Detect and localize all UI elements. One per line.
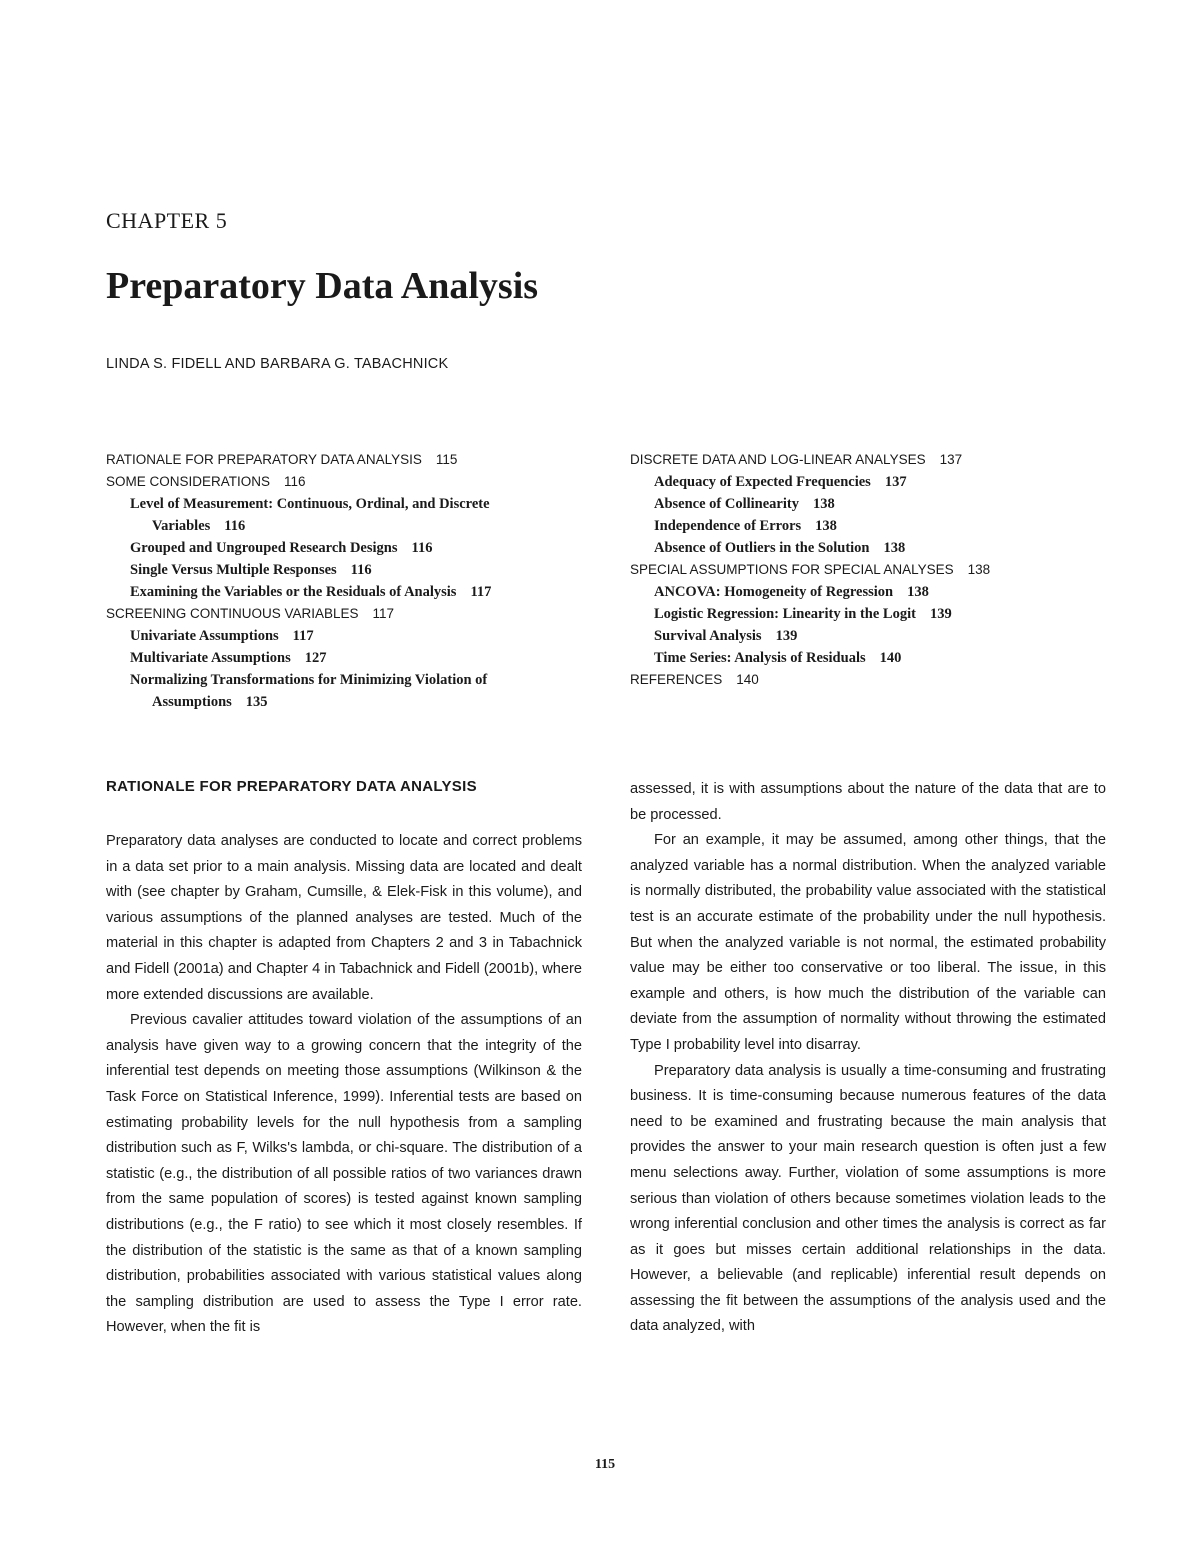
toc-entry-text: Multivariate Assumptions bbox=[130, 650, 291, 666]
chapter-authors: LINDA S. FIDELL AND BARBARA G. TABACHNICK bbox=[106, 356, 449, 372]
toc-subsection-entry bbox=[630, 581, 1110, 603]
toc-subsection-entry bbox=[106, 537, 586, 559]
body-paragraph: For an example, it may be assumed, among other things, that the analyzed variable has a normal distribution. When the analyzed variable is normally distributed, the probability value associated with the statistical test is an accurate estimate of the probability under the null hypothesis. But when the analyzed variable is not normal, the estimated probability value may be either too conservative or too liberal. The issue, in this example and others, is how much the distribution of the variable can deviate from the assumption of normality without throwing the estimated Type I probability level into disarray. bbox=[630, 832, 1106, 1053]
toc-entry-text: RATIONALE FOR PREPARATORY DATA ANALYSIS bbox=[106, 452, 422, 467]
toc-subsection-entry bbox=[106, 493, 586, 537]
toc-entry-continuation bbox=[130, 515, 586, 537]
toc-section-entry bbox=[630, 559, 1110, 581]
toc-subsection-entry bbox=[630, 625, 1110, 647]
toc-entry-text: SPECIAL ASSUMPTIONS FOR SPECIAL ANALYSES bbox=[630, 562, 954, 577]
toc-subsection-entry bbox=[630, 603, 1110, 625]
page-number: 115 bbox=[594, 1457, 616, 1472]
toc-section-entry bbox=[106, 449, 586, 471]
toc-entry-text: Time Series: Analysis of Residuals bbox=[654, 650, 866, 666]
toc-subsection-entry bbox=[630, 537, 1110, 559]
toc-entry-text: Independence of Errors bbox=[654, 518, 802, 534]
toc-page-number: 117 bbox=[292, 628, 314, 644]
toc-entry-continuation bbox=[130, 691, 586, 713]
toc-entry-continuation-text: Assumptions bbox=[152, 694, 232, 710]
toc-subsection-entry bbox=[106, 581, 586, 603]
toc-page-number: 127 bbox=[304, 650, 327, 666]
toc-page-number: 116 bbox=[224, 518, 246, 534]
toc-right-column bbox=[630, 449, 1110, 691]
toc-page-number: 116 bbox=[411, 540, 433, 556]
toc-entry-text: Univariate Assumptions bbox=[130, 628, 279, 644]
body-left-column bbox=[106, 829, 582, 1341]
toc-subsection-entry bbox=[106, 559, 586, 581]
toc-entry-text: Logistic Regression: Linearity in the Logit bbox=[654, 606, 916, 622]
toc-page-number: 115 bbox=[435, 452, 458, 467]
body-paragraph: Previous cavalier attitudes toward violation of the assumptions of an analysis have given way to a growing concern that the integrity of the inferential test depends on meeting those assumptions (Wilkinson & the Task Force on Statistical Inference, 1999). Inferential tests are based on estimating probability levels for the null hypothesis from a sampling distribution such as F, Wilks's lambda, or chi-square. The distribution of a statistic (e.g., the distribution of all possible ratios of two variances drawn from the same population of scores) is tested against known sampling distributions (e.g., the F ratio) to see which it most closely resembles. If the distribution of the statistic is the same as that of a known sampling distribution, probabilities associated with various statistical values along the sampling distribution are used to assess the Type I error rate. However, when the fit is bbox=[106, 1012, 582, 1336]
toc-page-number: 138 bbox=[812, 496, 835, 512]
toc-subsection-entry bbox=[106, 625, 586, 647]
toc-entry-text: Adequacy of Expected Frequencies bbox=[654, 474, 871, 490]
toc-entry-text: Normalizing Transformations for Minimizing Violation of bbox=[130, 672, 488, 688]
toc-page-number: 139 bbox=[775, 628, 798, 644]
toc-page-number: 135 bbox=[245, 694, 268, 710]
toc-subsection-entry bbox=[630, 493, 1110, 515]
section-heading: RATIONALE FOR PREPARATORY DATA ANALYSIS bbox=[106, 778, 477, 795]
toc-entry-text: Absence of Outliers in the Solution bbox=[654, 540, 870, 556]
toc-entry-text: DISCRETE DATA AND LOG-LINEAR ANALYSES bbox=[630, 452, 926, 467]
toc-subsection-entry bbox=[106, 669, 586, 713]
body-paragraph: assessed, it is with assumptions about the nature of the data that are to be processed. bbox=[630, 781, 1106, 823]
toc-page-number: 117 bbox=[470, 584, 492, 600]
chapter-label: CHAPTER 5 bbox=[106, 208, 228, 233]
toc-page-number: 140 bbox=[879, 650, 902, 666]
toc-page-number: 138 bbox=[967, 562, 991, 577]
toc-page-number: 138 bbox=[815, 518, 837, 534]
toc-section-entry bbox=[106, 603, 586, 625]
toc-subsection-entry bbox=[630, 515, 1110, 537]
toc-entry-text: Absence of Collinearity bbox=[654, 496, 799, 512]
toc-entry-text: Survival Analysis bbox=[654, 628, 762, 644]
toc-entry-text: Level of Measurement: Continuous, Ordinal, and Discrete bbox=[130, 496, 490, 512]
toc-subsection-entry bbox=[630, 471, 1110, 493]
chapter-title: Preparatory Data Analysis bbox=[106, 265, 539, 307]
toc-page-number: 138 bbox=[907, 584, 929, 600]
toc-left-column bbox=[106, 449, 586, 713]
toc-entry-text: Single Versus Multiple Responses bbox=[130, 562, 337, 578]
toc-entry-text: REFERENCES bbox=[630, 672, 723, 687]
body-paragraph: Preparatory data analyses are conducted to locate and correct problems in a data set prior to a main analysis. Missing data are located and dealt with (see chapter by Graham, Cumsille, & Elek-Fisk in this volume), and various assumptions of the planned analyses are tested. Much of the material in this chapter is adapted from Chapters 2 and 3 in Tabachnick and Fidell (2001a) and Chapter 4 in Tabachnick and Fidell (2001b), where more extended discussions are available. bbox=[106, 833, 582, 1003]
toc-page-number: 139 bbox=[929, 606, 952, 622]
toc-section-entry bbox=[106, 471, 586, 493]
toc-subsection-entry bbox=[630, 647, 1110, 669]
toc-entry-text: ANCOVA: Homogeneity of Regression bbox=[654, 584, 894, 600]
toc-page-number: 138 bbox=[883, 540, 906, 556]
toc-section-entry bbox=[630, 449, 1110, 471]
toc-page-number: 137 bbox=[884, 474, 907, 490]
toc-entry-text: Grouped and Ungrouped Research Designs bbox=[130, 540, 398, 556]
body-paragraph: Preparatory data analysis is usually a time-consuming and frustrating business. It is time-consuming because numerous features of the data need to be examined and frustrating because the main analysis that provides the answer to your main research question is often just a few menu selections away. Further, violation of some assumptions is more serious than violation of others because sometimes violation leads to the wrong inferential conclusion and other times the analysis is correct as far as it goes but misses certain additional relationships in the data. However, a believable (and replicable) inferential result depends on assessing the fit between the assumptions of the analysis used and the data analyzed, with bbox=[630, 1062, 1106, 1335]
toc-page-number: 137 bbox=[939, 452, 963, 467]
toc-subsection-entry bbox=[106, 647, 586, 669]
toc-page-number: 117 bbox=[372, 606, 395, 621]
toc-page-number: 140 bbox=[736, 672, 759, 687]
toc-page-number: 116 bbox=[284, 474, 306, 489]
toc-entry-text: SOME CONSIDERATIONS bbox=[106, 474, 271, 489]
toc-entry-text: SCREENING CONTINUOUS VARIABLES bbox=[106, 606, 359, 621]
toc-entry-text: Examining the Variables or the Residuals of Analysis bbox=[130, 584, 457, 600]
toc-section-entry bbox=[630, 669, 1110, 691]
body-right-column bbox=[630, 777, 1106, 1340]
toc-entry-continuation-text: Variables bbox=[152, 518, 211, 534]
toc-page-number: 116 bbox=[350, 562, 372, 578]
